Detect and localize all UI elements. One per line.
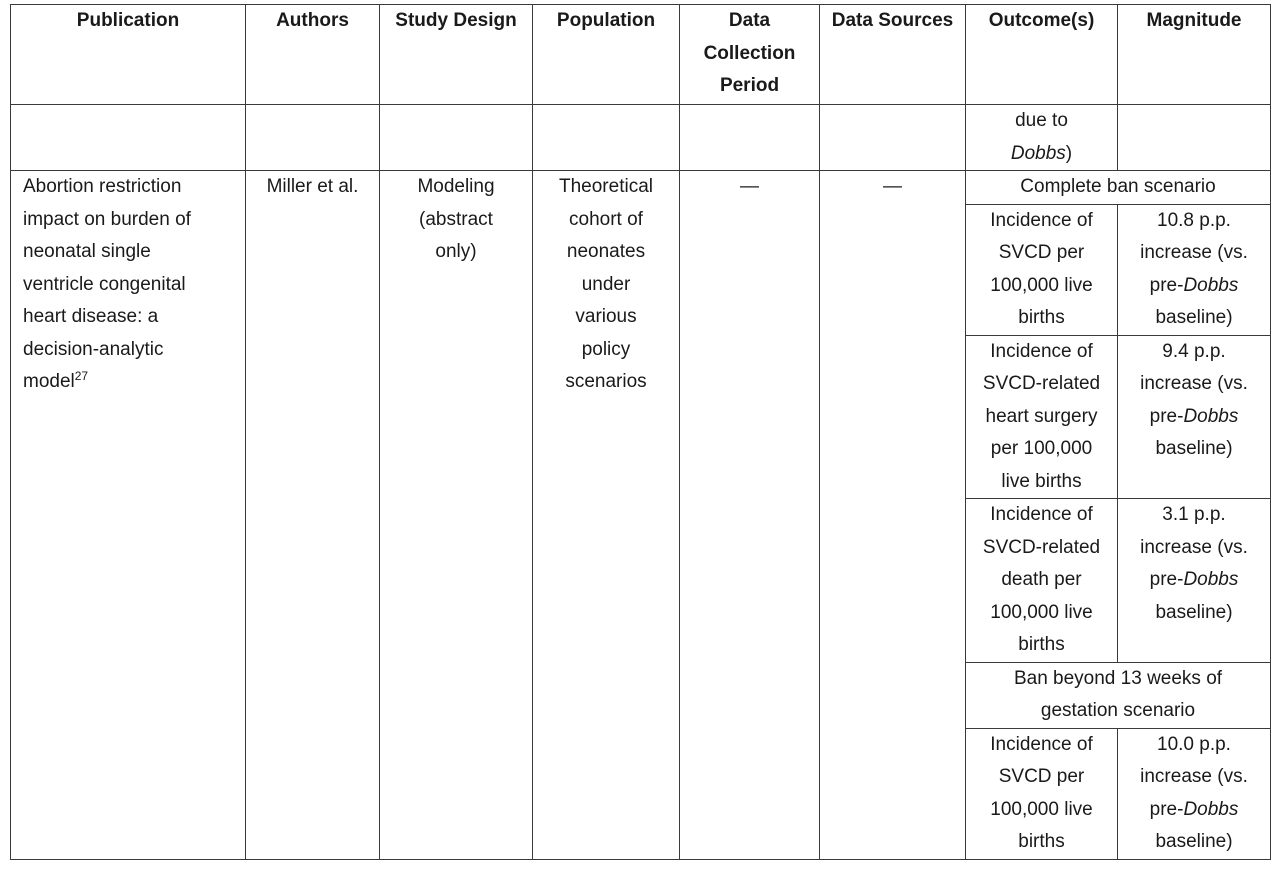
header-row	[11, 5, 1271, 105]
outcome-cell: Incidence of SVCD per 100,000 live births	[966, 728, 1118, 859]
literature-table	[10, 4, 1271, 860]
scenario-label: Ban beyond 13 weeks of gestation scenario	[966, 662, 1271, 728]
continuation-outcome: due to Dobbs)	[966, 105, 1118, 171]
header-publication: Publication	[11, 5, 246, 105]
population-cell: Theoretical cohort of neonates under various policy scenarios	[533, 171, 680, 860]
scenario-label: Complete ban scenario	[966, 171, 1271, 205]
header-data-collection-period: Data Collection Period	[680, 5, 820, 105]
study-row	[11, 171, 1271, 205]
outcome-cell: Incidence of SVCD per 100,000 live births	[966, 204, 1118, 335]
magnitude-cell: 10.0 p.p. increase (vs. pre-Dobbs baseline)	[1118, 728, 1271, 859]
continuation-row	[11, 105, 1271, 171]
header-study-design: Study Design	[380, 5, 533, 105]
magnitude-cell: 3.1 p.p. increase (vs. pre-Dobbs baseline)	[1118, 499, 1271, 663]
header-outcomes: Outcome(s)	[966, 5, 1118, 105]
reference-superscript: 27	[74, 369, 89, 383]
publication-cell: Abortion restriction impact on burden of neonatal single ventricle congenital heart disease: a decision-analytic model$^{27}$	[11, 171, 246, 860]
authors-cell: Miller et al.	[246, 171, 380, 860]
data-sources-cell: —	[820, 171, 966, 860]
data-collection-period-cell: —	[680, 171, 820, 860]
header-data-sources: Data Sources	[820, 5, 966, 105]
outcome-cell: Incidence of SVCD-related heart surgery per 100,000 live births	[966, 335, 1118, 499]
header-magnitude: Magnitude	[1118, 5, 1271, 105]
outcome-cell: Incidence of SVCD-related death per 100,000 live births	[966, 499, 1118, 663]
magnitude-cell: 9.4 p.p. increase (vs. pre-Dobbs baseline)	[1118, 335, 1271, 499]
magnitude-cell: 10.8 p.p. increase (vs. pre-Dobbs baseline)	[1118, 204, 1271, 335]
header-authors: Authors	[246, 5, 380, 105]
study-design-cell: Modeling (abstract only)	[380, 171, 533, 860]
header-population: Population	[533, 5, 680, 105]
